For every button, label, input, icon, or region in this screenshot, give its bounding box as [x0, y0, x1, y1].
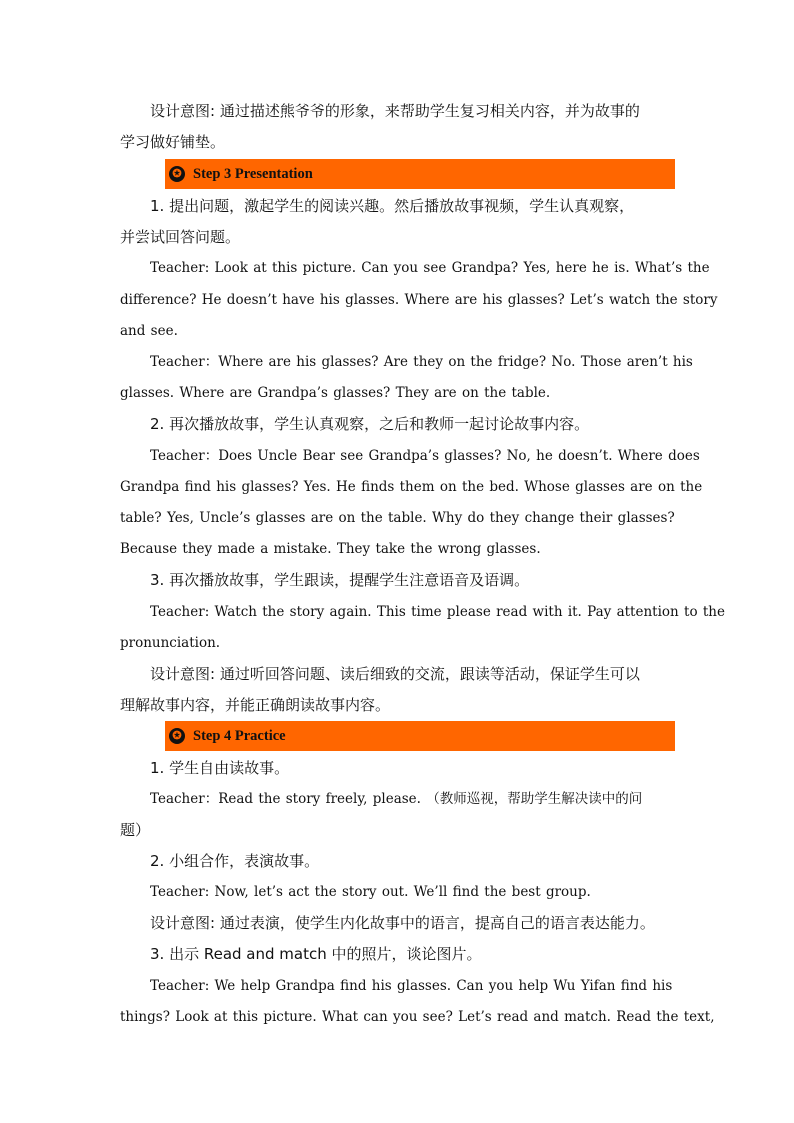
teacher-line: Because they made a mistake. They take the wrong glasses.	[120, 541, 541, 557]
design-intent-line: 设计意图: 通过听回答问题、读后细致的交流，跟读等活动，保证学生可以	[150, 665, 640, 683]
step3-title: Step 3 Presentation	[193, 165, 313, 182]
step3-item1-line: 并尝试回答问题。	[120, 228, 241, 246]
teacher-line: Teacher: Watch the story again. This time please read with it. Pay attention to the	[150, 604, 725, 620]
teacher-line: pronunciation.	[120, 635, 221, 651]
teacher-line: things? Look at this picture. What can you see? Let’s read and match. Read the text,	[120, 1009, 715, 1025]
design-intent-line: 设计意图: 通过表演，使学生内化故事中的语言，提高自己的语言表达能力。	[150, 914, 655, 932]
step4-title: Step 4 Practice	[193, 727, 286, 744]
design-intent-line: 设计意图: 通过描述熊爷爷的形象，来帮助学生复习相关内容，并为故事的	[150, 102, 640, 120]
step3-item2: 2. 再次播放故事，学生认真观察，之后和教师一起讨论故事内容。	[150, 415, 590, 433]
teacher-line: Teacher：Where are his glasses? Are they on the fridge? No. Those aren’t his	[150, 354, 693, 370]
step4-item2: 2. 小组合作，表演故事。	[150, 852, 320, 870]
teacher-line: Teacher：Read the story freely, please. （教师巡视，帮助学生解决读中的问	[150, 791, 643, 807]
star-circle-icon: ✪	[169, 166, 185, 182]
teacher-line: table? Yes, Uncle’s glasses are on the table. Why do they change their glasses?	[120, 510, 675, 526]
teacher-line: difference? He doesn’t have his glasses. Where are his glasses? Let’s watch the story	[120, 292, 718, 308]
star-circle-icon: ✪	[169, 728, 185, 744]
step4-item1: 1. 学生自由读故事。	[150, 759, 290, 777]
teacher-line: and see.	[120, 323, 178, 339]
teacher-line: glasses. Where are Grandpa’s glasses? They are on the table.	[120, 385, 551, 401]
design-intent-line: 理解故事内容，并能正确朗读故事内容。	[120, 696, 391, 714]
teacher-line: Teacher: Now, let’s act the story out. We’ll find the best group.	[150, 884, 591, 900]
teacher-line: Teacher: Look at this picture. Can you see Grandpa? Yes, here he is. What’s the	[150, 260, 710, 276]
step3-item1-line: 1. 提出问题，激起学生的阅读兴趣。然后播放故事视频，学生认真观察，	[150, 197, 635, 215]
teacher-line: Teacher：Does Uncle Bear see Grandpa’s glasses? No, he doesn’t. Where does	[150, 448, 700, 464]
teacher-line: Grandpa find his glasses? Yes. He finds them on the bed. Whose glasses are on the	[120, 479, 703, 495]
design-intent-line: 学习做好铺垫。	[120, 133, 226, 151]
step4-item3: 3. 出示 Read and match 中的照片，谈论图片。	[150, 945, 482, 963]
step3-banner	[165, 159, 675, 189]
teacher-line: 题）	[120, 821, 151, 839]
step4-banner	[165, 721, 675, 751]
step3-item3: 3. 再次播放故事，学生跟读，提醒学生注意语音及语调。	[150, 571, 530, 589]
teacher-line: Teacher: We help Grandpa find his glasses. Can you help Wu Yifan find his	[150, 978, 673, 994]
